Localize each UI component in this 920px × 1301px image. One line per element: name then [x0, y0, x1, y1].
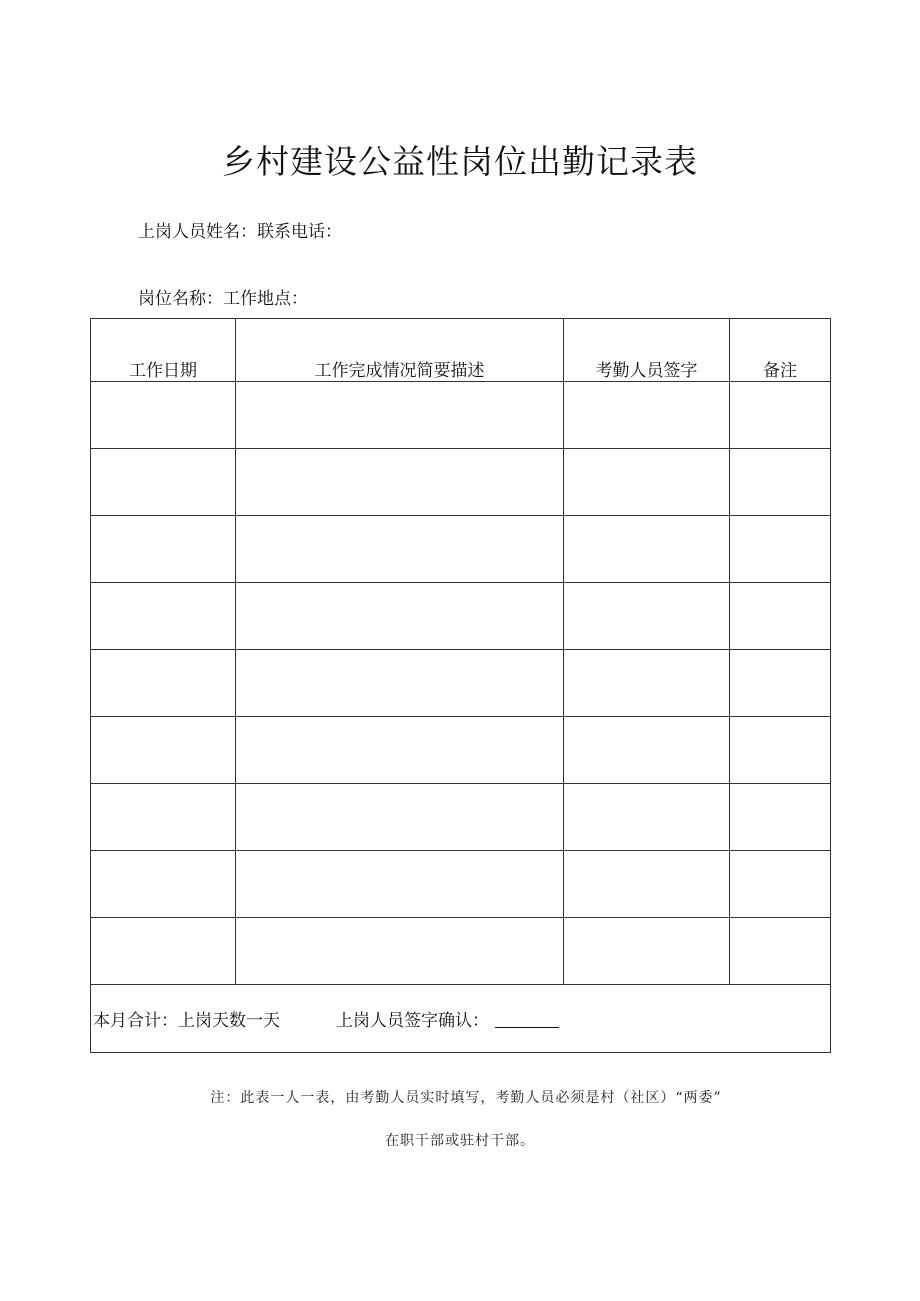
table-row [91, 918, 831, 985]
description-cell[interactable] [236, 449, 564, 516]
remarks-cell[interactable] [730, 851, 831, 918]
description-cell[interactable] [236, 851, 564, 918]
description-cell[interactable] [236, 516, 564, 583]
remarks-cell[interactable] [730, 449, 831, 516]
table-row [91, 449, 831, 516]
description-cell[interactable] [236, 583, 564, 650]
table-header-row [91, 319, 831, 382]
date-cell[interactable] [91, 650, 236, 717]
date-cell[interactable] [91, 516, 236, 583]
signature-blank-line[interactable] [495, 1026, 559, 1028]
header-attendance-signature: 考勤人员签字 [564, 319, 730, 382]
date-cell[interactable] [91, 851, 236, 918]
attendance-table [90, 318, 831, 1053]
monthly-total-label: 本月合计：上岗天数一天 [93, 1011, 280, 1031]
table-row [91, 516, 831, 583]
info-line-name-phone [138, 217, 342, 242]
signature-cell[interactable] [564, 650, 730, 717]
signature-cell[interactable] [564, 851, 730, 918]
signature-confirm-label: 上岗人员签字确认： [336, 1011, 489, 1031]
table-footer-row [91, 985, 831, 1053]
signature-cell[interactable] [564, 717, 730, 784]
header-remarks: 备注 [730, 319, 831, 382]
date-cell[interactable] [91, 382, 236, 449]
table-row [91, 382, 831, 449]
note-line-2: 在职干部或驻村干部。 [385, 1133, 535, 1149]
remarks-cell[interactable] [730, 583, 831, 650]
signature-cell[interactable] [564, 918, 730, 985]
remarks-cell[interactable] [730, 918, 831, 985]
info-line-position-location [138, 284, 308, 309]
remarks-cell[interactable] [730, 516, 831, 583]
description-cell[interactable] [236, 918, 564, 985]
signature-cell[interactable] [564, 784, 730, 851]
table-row [91, 717, 831, 784]
signature-cell[interactable] [564, 449, 730, 516]
phone-label: 联系电话： [257, 222, 342, 242]
description-cell[interactable] [236, 382, 564, 449]
table-body [91, 382, 831, 985]
note-line-1: 注：此表一人一表，由考勤人员实时填写，考勤人员必须是村（社区）“两委” [210, 1090, 722, 1106]
date-cell[interactable] [91, 918, 236, 985]
description-cell[interactable] [236, 784, 564, 851]
date-cell[interactable] [91, 717, 236, 784]
monthly-summary-cell [91, 985, 831, 1053]
signature-cell[interactable] [564, 583, 730, 650]
signature-cell[interactable] [564, 382, 730, 449]
signature-cell[interactable] [564, 516, 730, 583]
remarks-cell[interactable] [730, 717, 831, 784]
remarks-cell[interactable] [730, 382, 831, 449]
table-row [91, 650, 831, 717]
description-cell[interactable] [236, 717, 564, 784]
date-cell[interactable] [91, 583, 236, 650]
table-row [91, 851, 831, 918]
header-work-description: 工作完成情况简要描述 [236, 319, 564, 382]
position-label: 岗位名称： [138, 289, 223, 309]
table-row [91, 583, 831, 650]
date-cell[interactable] [91, 784, 236, 851]
name-label: 上岗人员姓名： [138, 222, 257, 242]
page-title: 乡村建设公益性岗位出勤记录表 [222, 142, 698, 181]
date-cell[interactable] [91, 449, 236, 516]
remarks-cell[interactable] [730, 784, 831, 851]
location-label: 工作地点： [223, 289, 308, 309]
remarks-cell[interactable] [730, 650, 831, 717]
header-work-date: 工作日期 [91, 319, 236, 382]
description-cell[interactable] [236, 650, 564, 717]
table-row [91, 784, 831, 851]
